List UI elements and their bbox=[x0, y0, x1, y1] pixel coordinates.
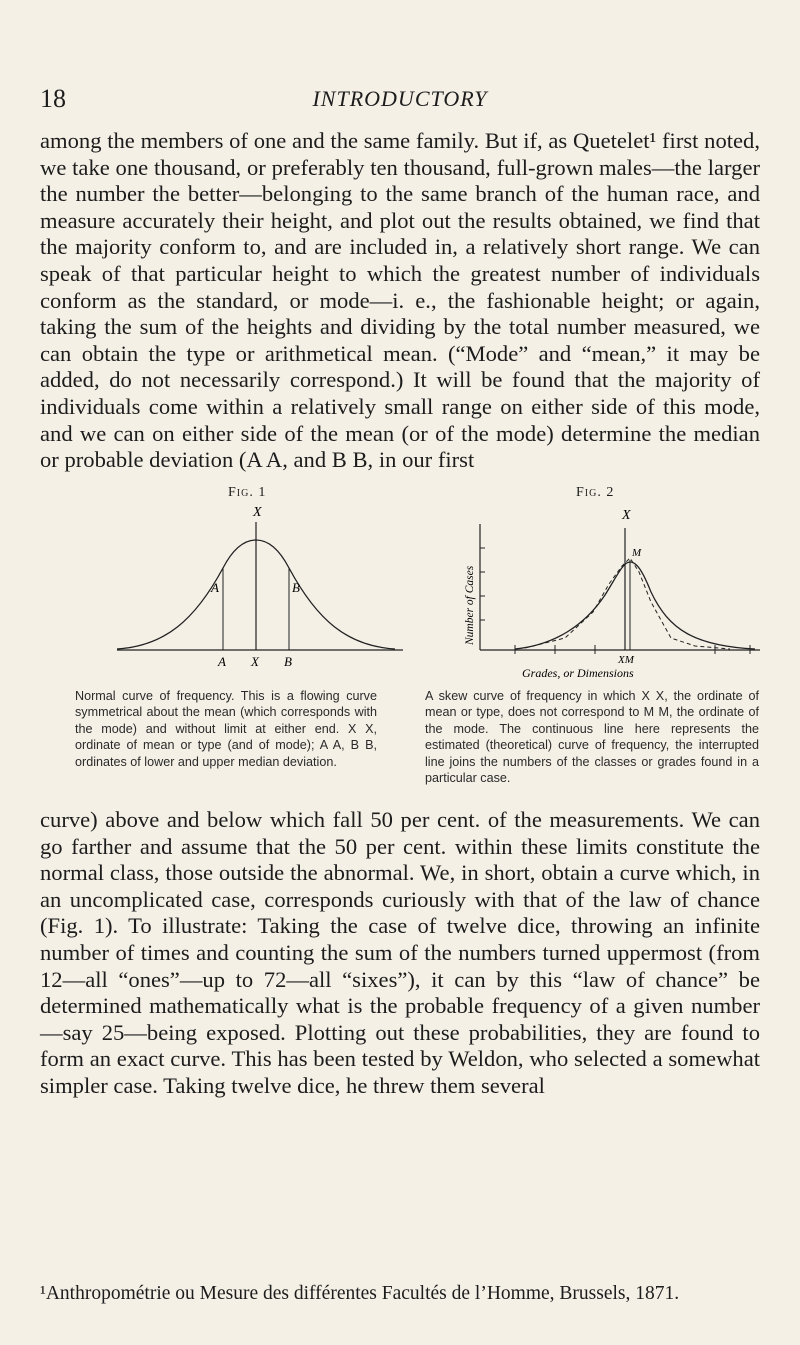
figure1-normal-curve bbox=[75, 500, 405, 700]
running-title: INTRODUCTORY bbox=[312, 86, 488, 111]
figure2-theoretical-curve bbox=[515, 562, 755, 649]
figure1-bottom-x: X bbox=[251, 654, 259, 669]
figure1-label-b: B bbox=[292, 580, 300, 595]
figure1-caption-text: Normal curve of frequency. This is a flowing curve symmetrical about the mean (which corresponds with the mode) and without limit at either end. X X, ordinate of mean or type (and of mode); A A, B B, ordinates of lower and upper median deviation. bbox=[75, 689, 377, 769]
page-number: 18 bbox=[40, 84, 66, 113]
figure1-bottom-a: A bbox=[218, 654, 226, 669]
paragraph-top bbox=[40, 128, 760, 474]
paragraph-bottom bbox=[40, 807, 760, 1100]
figure2-caption-text: A skew curve of frequency in which X X, the ordinate of mean or type, does not correspond to M M, the ordinate of the mode. The continuous line here represents the estimated (theoretical) curve of frequency, the interrupted line joins the numbers of the classes or grades found in a particular case. bbox=[425, 689, 759, 786]
figure2-bottom-labels: XM bbox=[618, 654, 634, 666]
paragraph-top-text: among the members of one and the same family. But if, as Quetelet¹ first noted, we take one thousand, or preferably ten thousand, full-grown males—the larger the number the better—belonging to the same branch of the human race, and measure accurately their height, and plot out the results obtained, we find that the majority conform to, and are included in, a relatively short range. We can speak of that particular height to which the greatest number of individuals conform as the standard, or mode—i. e., the fashionable height; or again, taking the sum of the heights and dividing by the total number measured, we can obtain the type or arithmetical mean. (“Mode” and “mean,” it may be added, do not necessarily correspond.) It will be found that the majority of individuals come within a relatively small range on either side of this mode, and we can on either side of the mean (or of the mode) determine the median or probable deviation (A A, and B B, in our first bbox=[40, 128, 760, 473]
figure2-label: Fig. 2 bbox=[576, 485, 615, 500]
figure1-bottom-b: B bbox=[284, 654, 292, 669]
footnote: ¹Anthropométrie ou Mesure des différentes Facultés de l’Homme, Brussels, 1871. bbox=[40, 1283, 680, 1304]
figure1-label: Fig. 1 bbox=[228, 485, 267, 500]
figure2-y-ticks bbox=[480, 548, 485, 620]
figure1-caption bbox=[75, 688, 377, 770]
figure2-x-axis-label: Grades, or Dimensions bbox=[522, 666, 634, 680]
figure2-x-label-top: X bbox=[622, 508, 631, 523]
figure2-caption bbox=[425, 688, 759, 786]
figure2-mode-label-top: M bbox=[632, 547, 642, 559]
figure2-observed-line bbox=[525, 558, 730, 649]
figure1-x-label-top: X bbox=[253, 505, 262, 520]
figure1-label-a: A bbox=[211, 580, 219, 595]
paragraph-bottom-text: curve) above and below which fall 50 per cent. of the measurements. We can go farther and assume that the 50 per cent. within these limits constitute the normal class, those outside the abnormal. We, in short, obtain a curve which, in an uncomplicated case, corresponds curiously with that of the law of chance (Fig. 1). To illustrate: Taking the case of twelve dice, throwing an infinite number of times and counting the sum of the numbers turned uppermost (from 12—all “ones”—up to 72—all “sixes”), it can by this “law of chance” be determined mathematically what is the probable frequency of a given number—say 25—being exposed. Plotting out these probabilities, they are found to form an exact curve. This has been tested by Weldon, who selected a somewhat simpler case. Taking twelve dice, he threw them several bbox=[40, 807, 760, 1098]
figure2-y-axis-label: Number of Cases bbox=[464, 565, 476, 645]
